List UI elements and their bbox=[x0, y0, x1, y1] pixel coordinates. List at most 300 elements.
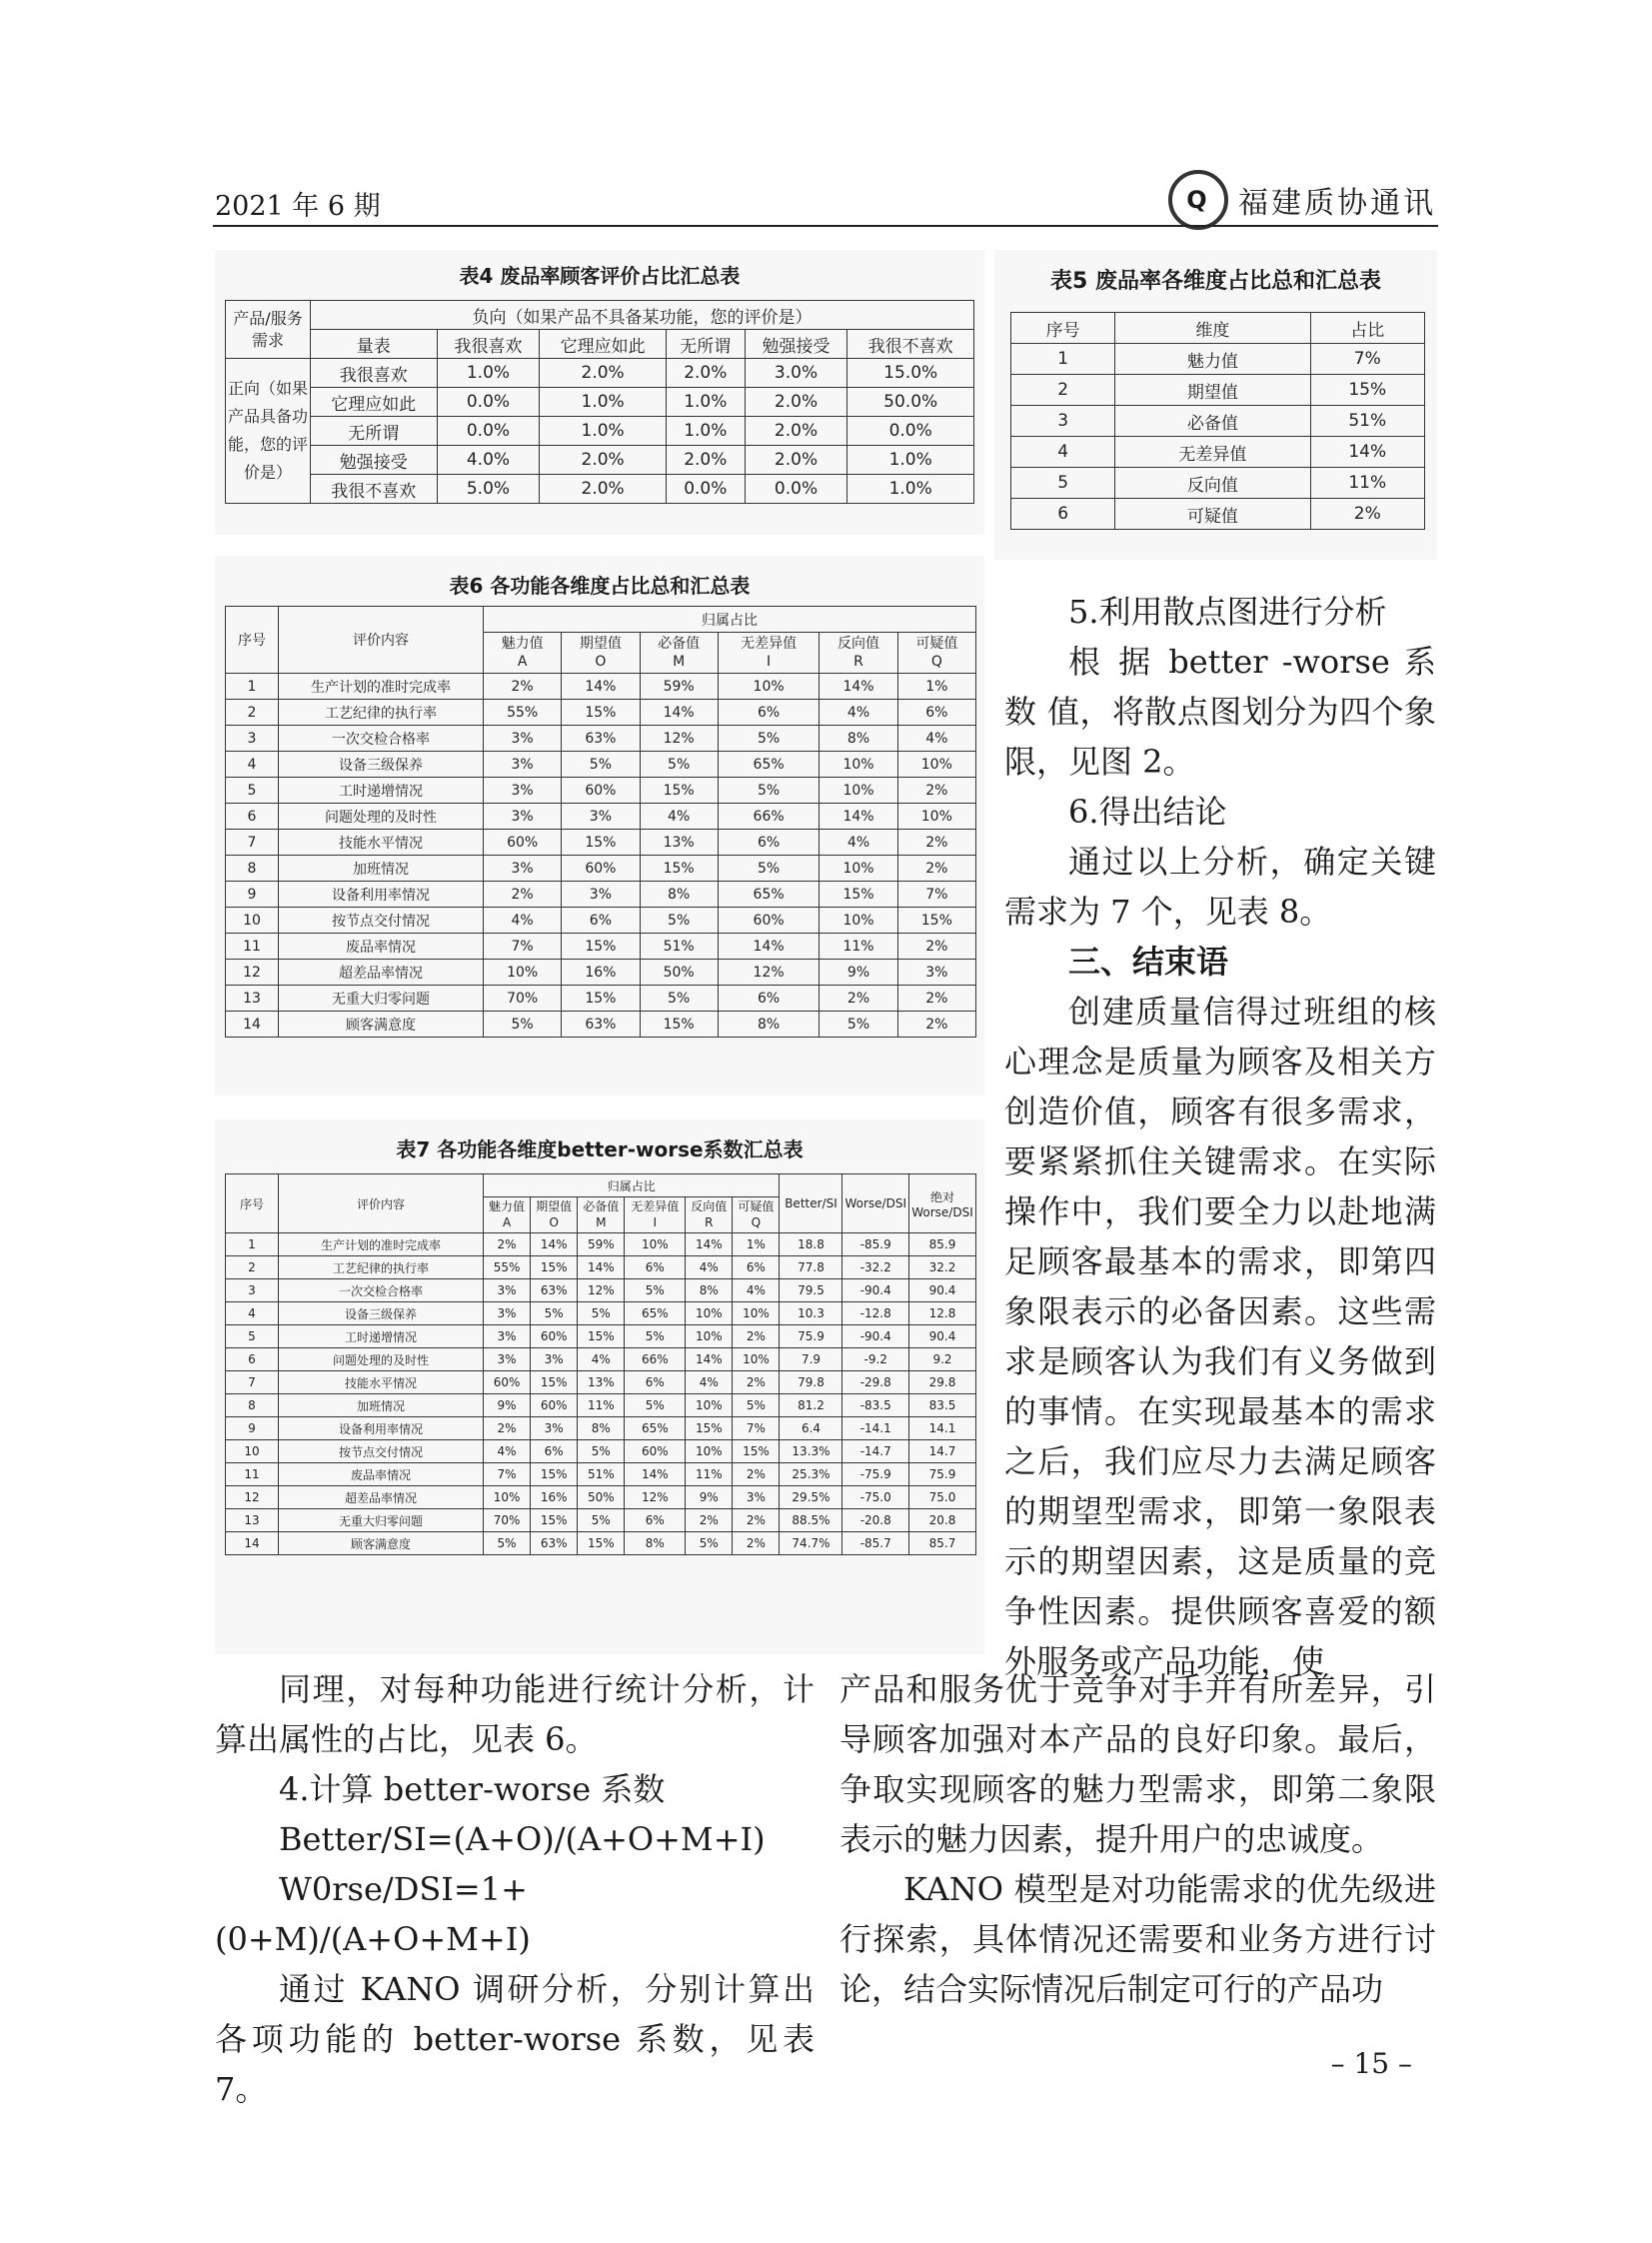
table-row bbox=[226, 1394, 976, 1417]
dimension-code: A bbox=[502, 1214, 512, 1229]
column-header: 序号 bbox=[226, 607, 279, 674]
table-row bbox=[226, 1440, 976, 1463]
table-cell: 2% bbox=[733, 1532, 780, 1555]
table-cell: 4% bbox=[686, 1256, 733, 1279]
table-row bbox=[226, 804, 976, 830]
table-cell: 8 bbox=[226, 1394, 279, 1417]
table-cell: 15% bbox=[562, 700, 640, 726]
table-cell: 1.0% bbox=[437, 359, 540, 388]
table-cell: -83.5 bbox=[842, 1394, 909, 1417]
table-cell: 0.0% bbox=[847, 417, 974, 446]
table-cell: 2% bbox=[484, 882, 562, 908]
table-cell: 3% bbox=[897, 960, 975, 986]
table-cell: 5 bbox=[226, 778, 279, 804]
table-cell: 12.8 bbox=[909, 1302, 976, 1325]
table-cell: 3% bbox=[484, 752, 562, 778]
dimension-code: A bbox=[517, 654, 528, 671]
table-cell: 设备三级保养 bbox=[279, 752, 484, 778]
table-cell: 12% bbox=[578, 1279, 625, 1302]
table-cell: 51% bbox=[578, 1463, 625, 1486]
table-cell: 10% bbox=[897, 752, 975, 778]
table-cell: 7 bbox=[226, 830, 279, 856]
table-cell: 8% bbox=[686, 1279, 733, 1302]
table-cell: 顾客满意度 bbox=[279, 1532, 484, 1555]
table-cell: 2.0% bbox=[540, 475, 667, 504]
table-cell: 90.4 bbox=[909, 1325, 976, 1348]
table-cell: 按节点交付情况 bbox=[279, 1440, 484, 1463]
dimension-code: I bbox=[767, 654, 772, 671]
paragraph: 通过 KANO 调研分析，分别计算出各项功能的 better-worse 系数，见表 7。 bbox=[215, 1970, 815, 2108]
column-header: 我很不喜欢 bbox=[847, 330, 974, 359]
table-cell: 12% bbox=[625, 1486, 686, 1509]
table-cell: 85.9 bbox=[909, 1233, 976, 1256]
table-header-row bbox=[226, 607, 976, 633]
table-cell: 3% bbox=[484, 1279, 531, 1302]
table-cell: 3% bbox=[562, 882, 640, 908]
paragraph: KANO 模型是对功能需求的优先级进行探索，具体情况还需要和业务方进行讨论，结合实际情况后制定可行的产品功 bbox=[839, 1870, 1436, 2008]
table-cell: 0.0% bbox=[745, 475, 847, 504]
table-row bbox=[1011, 468, 1425, 499]
table-cell: 3% bbox=[562, 804, 640, 830]
table-cell: 2.0% bbox=[745, 417, 847, 446]
table-cell: 9 bbox=[226, 1417, 279, 1440]
dimension-code: M bbox=[673, 654, 686, 671]
table-cell: 10.3 bbox=[780, 1302, 842, 1325]
table-cell: 12 bbox=[226, 960, 279, 986]
table-cell: 我很喜欢 bbox=[311, 359, 438, 388]
table7-caption: 表7 各功能各维度better-worse系数汇总表 bbox=[396, 1137, 804, 1161]
table-cell: 63% bbox=[562, 1012, 640, 1038]
table-cell: 一次交检合格率 bbox=[279, 1279, 484, 1302]
column-header: 序号 bbox=[1011, 313, 1115, 344]
table-cell: 5% bbox=[578, 1509, 625, 1532]
table-cell: 14% bbox=[625, 1463, 686, 1486]
table-cell: 2 bbox=[226, 700, 279, 726]
table-row bbox=[226, 752, 976, 778]
dimension-name: 反向值 bbox=[837, 636, 880, 652]
table-cell: 6% bbox=[718, 830, 820, 856]
paragraph: 根 据 better -worse 系 数 值，将散点图划分为四个象限，见图 2。 bbox=[1004, 643, 1436, 781]
table-cell: 5% bbox=[640, 908, 718, 934]
table-cell: 无重大归零问题 bbox=[279, 986, 484, 1012]
table-cell: 2% bbox=[897, 830, 975, 856]
table-cell: 废品率情况 bbox=[279, 1463, 484, 1486]
dimension-header bbox=[820, 633, 897, 674]
table-row bbox=[1011, 499, 1425, 530]
table-row bbox=[226, 1348, 976, 1371]
table-row bbox=[1011, 375, 1425, 406]
table-cell: 顾客满意度 bbox=[279, 1012, 484, 1038]
formula-better: Better/SI=(A+O)/(A+O+M+I) bbox=[279, 1820, 766, 1858]
dimension-header bbox=[625, 1197, 686, 1233]
table-row bbox=[226, 1256, 976, 1279]
table-cell: 3% bbox=[484, 856, 562, 882]
section-heading-5: 5.利用散点图进行分析 bbox=[1068, 593, 1387, 631]
dimension-header bbox=[484, 633, 562, 674]
table-cell: 10% bbox=[733, 1348, 780, 1371]
table-cell: 7% bbox=[897, 882, 975, 908]
table-cell: 11% bbox=[1310, 468, 1424, 499]
table-cell: 14.7 bbox=[909, 1440, 976, 1463]
table-cell: 66% bbox=[625, 1348, 686, 1371]
table-cell: 14% bbox=[686, 1233, 733, 1256]
dimension-code: Q bbox=[751, 1214, 762, 1229]
table-cell: 10% bbox=[820, 752, 897, 778]
table-cell: 2.0% bbox=[666, 359, 745, 388]
table-cell: 2% bbox=[897, 934, 975, 960]
table-cell: 2% bbox=[820, 986, 897, 1012]
table-cell: 14.1 bbox=[909, 1417, 976, 1440]
table-cell: 90.4 bbox=[909, 1279, 976, 1302]
table-cell: 29.5% bbox=[780, 1486, 842, 1509]
section-heading-6: 6.得出结论 bbox=[1068, 793, 1227, 831]
table-cell: 10 bbox=[226, 1440, 279, 1463]
table-cell: 9% bbox=[686, 1486, 733, 1509]
table-cell: 1% bbox=[733, 1233, 780, 1256]
column-header: Better/SI bbox=[780, 1174, 842, 1233]
table-row bbox=[1011, 406, 1425, 437]
table-cell: 无重大归零问题 bbox=[279, 1509, 484, 1532]
table-cell: 85.7 bbox=[909, 1532, 976, 1555]
table-cell: 15% bbox=[640, 856, 718, 882]
table-cell: 50.0% bbox=[847, 388, 974, 417]
table-cell: 63% bbox=[531, 1279, 578, 1302]
table-cell: 15% bbox=[562, 934, 640, 960]
table-cell: 14% bbox=[578, 1256, 625, 1279]
table-cell: 10% bbox=[686, 1325, 733, 1348]
table-cell: 10% bbox=[733, 1302, 780, 1325]
table-cell: 一次交检合格率 bbox=[279, 726, 484, 752]
table-cell: 14% bbox=[820, 674, 897, 700]
table-cell: 65% bbox=[625, 1417, 686, 1440]
paragraph: 产品和服务优于竞争对手并有所差异，引导顾客加强对本产品的良好印象。最后，争取实现顾客的魅力型需求，即第二象限表示的魅力因素，提升用户的忠诚度。 bbox=[839, 1670, 1436, 1858]
table-cell: 74.7% bbox=[780, 1532, 842, 1555]
table-cell: 5% bbox=[625, 1325, 686, 1348]
table-row bbox=[226, 674, 976, 700]
table-cell: 3% bbox=[484, 1348, 531, 1371]
table-cell: 2% bbox=[484, 674, 562, 700]
dimension-name: 反向值 bbox=[691, 1199, 728, 1213]
table-cell: 5 bbox=[226, 1325, 279, 1348]
table-cell: 2% bbox=[733, 1463, 780, 1486]
table-cell: 3% bbox=[484, 1302, 531, 1325]
table-cell: -90.4 bbox=[842, 1325, 909, 1348]
table-cell: 3% bbox=[484, 1325, 531, 1348]
column-header: 无所谓 bbox=[666, 330, 745, 359]
table-cell: 15% bbox=[531, 1509, 578, 1532]
table-cell: 7% bbox=[733, 1417, 780, 1440]
table-cell: 60% bbox=[562, 856, 640, 882]
table-row bbox=[226, 1012, 976, 1038]
table6-block bbox=[215, 556, 984, 1096]
column-header: 勉强接受 bbox=[745, 330, 847, 359]
column-header: 评价内容 bbox=[279, 607, 484, 674]
table-cell: 2% bbox=[897, 856, 975, 882]
table-cell: 2.0% bbox=[540, 359, 667, 388]
table-cell: 10% bbox=[484, 1486, 531, 1509]
dimension-header bbox=[562, 633, 640, 674]
table-cell: 生产计划的准时完成率 bbox=[279, 1233, 484, 1256]
table-cell: 4% bbox=[733, 1279, 780, 1302]
table-cell: 2% bbox=[484, 1233, 531, 1256]
table-cell: 5% bbox=[625, 1279, 686, 1302]
table-cell: 2% bbox=[1310, 499, 1424, 530]
table-row bbox=[226, 359, 974, 388]
table-cell: 32.2 bbox=[909, 1256, 976, 1279]
table-cell: 5% bbox=[531, 1302, 578, 1325]
table5-block bbox=[994, 250, 1437, 560]
table-row bbox=[226, 388, 974, 417]
table-row bbox=[226, 882, 976, 908]
table-cell: 60% bbox=[484, 1371, 531, 1394]
table-cell: -75.0 bbox=[842, 1486, 909, 1509]
table-cell: 6% bbox=[625, 1371, 686, 1394]
column-header: 维度 bbox=[1115, 313, 1310, 344]
dimension-header bbox=[718, 633, 820, 674]
table-cell: 超差品率情况 bbox=[279, 1486, 484, 1509]
table-cell: 3% bbox=[733, 1486, 780, 1509]
paragraph: 创建质量信得过班组的核心理念是质量为顾客及相关方创造价值，顾客有很多需求，要紧紧抓住关键需求。在实际操作中，我们要全力以赴地满足顾客最基本的需求，即第四象限表示的必备因素。这些需求是顾客认为我们有义务做到的事情。在实现最基本的需求之后，我们应尽力去满足顾客的期望型需求，即第一象限表示的期望因素，这是质量的竞争性因素。提供顾客喜爱的额外服务或产品功能，使 bbox=[1004, 993, 1436, 1680]
table-cell: 59% bbox=[578, 1233, 625, 1256]
table-cell: 10 bbox=[226, 908, 279, 934]
table-cell: 1.0% bbox=[666, 417, 745, 446]
table-cell: 2% bbox=[686, 1509, 733, 1532]
table-cell: 8% bbox=[640, 882, 718, 908]
table-cell: 5% bbox=[640, 752, 718, 778]
table-cell: 6% bbox=[718, 986, 820, 1012]
table-cell: 13% bbox=[640, 830, 718, 856]
table-cell: 5 bbox=[1011, 468, 1115, 499]
table5-caption: 表5 废品率各维度占比总和汇总表 bbox=[1050, 269, 1381, 294]
column-header: 它理应如此 bbox=[540, 330, 667, 359]
table-cell: 4% bbox=[640, 804, 718, 830]
table-cell: 5% bbox=[718, 856, 820, 882]
table-cell: 75.0 bbox=[909, 1486, 976, 1509]
dimension-code: O bbox=[549, 1214, 559, 1229]
table-cell: 60% bbox=[718, 908, 820, 934]
table-cell: -9.2 bbox=[842, 1348, 909, 1371]
table-cell: 15% bbox=[640, 1012, 718, 1038]
table-cell: 14% bbox=[640, 700, 718, 726]
table-cell: 11% bbox=[820, 934, 897, 960]
table-cell: 65% bbox=[718, 882, 820, 908]
positive-header: 正向（如果产品具备功能，您的评价是） bbox=[226, 359, 311, 504]
table-cell: 10% bbox=[686, 1394, 733, 1417]
table-cell: 技能水平情况 bbox=[279, 1371, 484, 1394]
table-cell: 77.8 bbox=[780, 1256, 842, 1279]
table-cell: 63% bbox=[531, 1532, 578, 1555]
table-row bbox=[226, 830, 976, 856]
table-cell: 4% bbox=[578, 1348, 625, 1371]
table-cell: 83.5 bbox=[909, 1394, 976, 1417]
table-cell: 10% bbox=[820, 856, 897, 882]
column-header: 评价内容 bbox=[279, 1174, 484, 1233]
table-row bbox=[1011, 344, 1425, 375]
table-cell: 6% bbox=[733, 1256, 780, 1279]
dimension-name: 可疑值 bbox=[915, 636, 958, 652]
table-cell: 25.3% bbox=[780, 1463, 842, 1486]
table-cell: -20.8 bbox=[842, 1509, 909, 1532]
table-cell: 29.8 bbox=[909, 1371, 976, 1394]
table-cell: 它理应如此 bbox=[311, 388, 438, 417]
table-cell: 工时递增情况 bbox=[279, 778, 484, 804]
table-cell: 15% bbox=[562, 830, 640, 856]
table-cell: 10% bbox=[820, 778, 897, 804]
column-header: 量表 bbox=[311, 330, 438, 359]
table-cell: 设备三级保养 bbox=[279, 1302, 484, 1325]
table-cell: 4.0% bbox=[437, 446, 540, 475]
table-cell: 0.0% bbox=[437, 388, 540, 417]
table-cell: 60% bbox=[562, 778, 640, 804]
table-cell: 超差品率情况 bbox=[279, 960, 484, 986]
column-header: Worse/DSI bbox=[842, 1174, 909, 1233]
table-cell: 60% bbox=[531, 1325, 578, 1348]
table-cell: 1% bbox=[897, 674, 975, 700]
table-cell: 问题处理的及时性 bbox=[279, 1348, 484, 1371]
table-cell: 60% bbox=[625, 1440, 686, 1463]
table-cell: 18.8 bbox=[780, 1233, 842, 1256]
table-cell: 6% bbox=[531, 1440, 578, 1463]
table-row bbox=[226, 1532, 976, 1555]
negative-header: 负向（如果产品不具备某功能，您的评价是） bbox=[311, 301, 974, 330]
group-header: 归属占比 bbox=[484, 1174, 780, 1197]
table-cell: 59% bbox=[640, 674, 718, 700]
table6-caption: 表6 各功能各维度占比总和汇总表 bbox=[449, 574, 751, 598]
table-cell: 12% bbox=[640, 726, 718, 752]
table-row bbox=[226, 934, 976, 960]
table-cell: 55% bbox=[484, 700, 562, 726]
table-cell: 9 bbox=[226, 882, 279, 908]
table-cell: 66% bbox=[718, 804, 820, 830]
table-cell: 5% bbox=[718, 726, 820, 752]
table-cell: 75.9 bbox=[909, 1463, 976, 1486]
table-header-row bbox=[1011, 313, 1425, 344]
table-cell: 10% bbox=[625, 1233, 686, 1256]
table-cell: -75.9 bbox=[842, 1463, 909, 1486]
table-cell: 15% bbox=[1310, 375, 1424, 406]
dimension-name: 魅力值 bbox=[501, 636, 544, 652]
table-cell: 6.4 bbox=[780, 1417, 842, 1440]
table-row bbox=[226, 475, 974, 504]
table-cell: 工艺纪律的执行率 bbox=[279, 1256, 484, 1279]
table-cell: 2% bbox=[897, 986, 975, 1012]
table-cell: 15% bbox=[820, 882, 897, 908]
table-cell: 15% bbox=[578, 1325, 625, 1348]
table-cell: 3% bbox=[484, 778, 562, 804]
table-cell: 8 bbox=[226, 856, 279, 882]
table-cell: 8% bbox=[578, 1417, 625, 1440]
table-cell: 6 bbox=[226, 1348, 279, 1371]
table-cell: 6% bbox=[625, 1256, 686, 1279]
table-row bbox=[226, 446, 974, 475]
table-cell: 9% bbox=[820, 960, 897, 986]
table-cell: 3% bbox=[531, 1417, 578, 1440]
table-cell: 2.0% bbox=[745, 446, 847, 475]
column-header: 序号 bbox=[226, 1174, 279, 1233]
table-row bbox=[226, 960, 976, 986]
table-cell: 7.9 bbox=[780, 1348, 842, 1371]
table-cell: 必备值 bbox=[1115, 406, 1310, 437]
table7-block bbox=[215, 1120, 984, 1654]
section-heading-4: 4.计算 better-worse 系数 bbox=[279, 1770, 666, 1808]
dimension-code: R bbox=[705, 1214, 714, 1229]
dimension-header bbox=[484, 1197, 531, 1233]
table-cell: 1 bbox=[1011, 344, 1115, 375]
column-header: 占比 bbox=[1310, 313, 1424, 344]
table-cell: 技能水平情况 bbox=[279, 830, 484, 856]
table-cell: 6 bbox=[1011, 499, 1115, 530]
table-cell: 15% bbox=[640, 778, 718, 804]
table-cell: 5% bbox=[820, 1012, 897, 1038]
table-cell: 6% bbox=[718, 700, 820, 726]
table-cell: 5% bbox=[484, 1532, 531, 1555]
table-cell: 6% bbox=[897, 700, 975, 726]
journal-header bbox=[1168, 170, 1436, 230]
right-bottom-text bbox=[839, 1664, 1436, 2014]
paragraph: 同理，对每种功能进行统计分析，计算出属性的占比，见表 6。 bbox=[215, 1670, 815, 1758]
page-number: – 15 – bbox=[1330, 2047, 1412, 2080]
table-cell: 14% bbox=[820, 804, 897, 830]
table-cell: 7 bbox=[226, 1371, 279, 1394]
table-cell: 无所谓 bbox=[311, 417, 438, 446]
table-row bbox=[226, 417, 974, 446]
dimension-code: R bbox=[853, 654, 863, 671]
table-cell: 7% bbox=[484, 934, 562, 960]
table-cell: 4 bbox=[226, 752, 279, 778]
table-cell: 2% bbox=[897, 778, 975, 804]
table-cell: -32.2 bbox=[842, 1256, 909, 1279]
header-divider bbox=[213, 225, 1438, 227]
dimension-name: 期望值 bbox=[536, 1199, 573, 1213]
table-cell: 设备利用率情况 bbox=[279, 1417, 484, 1440]
table-cell: 废品率情况 bbox=[279, 934, 484, 960]
table-cell: 4% bbox=[484, 908, 562, 934]
table-cell: 2.0% bbox=[745, 388, 847, 417]
table-cell: 2.0% bbox=[540, 446, 667, 475]
table-cell: -90.4 bbox=[842, 1279, 909, 1302]
table-cell: 16% bbox=[531, 1486, 578, 1509]
journal-title: 福建质协通讯 bbox=[1238, 186, 1436, 221]
table-cell: 4% bbox=[686, 1371, 733, 1394]
table-cell: 2% bbox=[897, 1012, 975, 1038]
dimension-name: 必备值 bbox=[583, 1199, 620, 1213]
table-cell: 12 bbox=[226, 1486, 279, 1509]
table-cell: 13 bbox=[226, 1509, 279, 1532]
dimension-name: 魅力值 bbox=[489, 1199, 526, 1213]
table-cell: 1.0% bbox=[847, 475, 974, 504]
table-cell: 3% bbox=[484, 804, 562, 830]
table-cell: 50% bbox=[578, 1486, 625, 1509]
dimension-header bbox=[531, 1197, 578, 1233]
table-row bbox=[226, 778, 976, 804]
table-cell: 88.5% bbox=[780, 1509, 842, 1532]
table-cell: 5% bbox=[686, 1532, 733, 1555]
table-row bbox=[226, 1325, 976, 1348]
table-cell: 0.0% bbox=[437, 417, 540, 446]
table-cell: 9% bbox=[484, 1394, 531, 1417]
table7 bbox=[225, 1173, 976, 1555]
table-row bbox=[226, 1417, 976, 1440]
table-cell: 10% bbox=[484, 960, 562, 986]
table-cell: 13 bbox=[226, 986, 279, 1012]
dimension-header bbox=[733, 1197, 780, 1233]
dimension-header bbox=[686, 1197, 733, 1233]
dimension-header bbox=[640, 633, 718, 674]
table-cell: 65% bbox=[718, 752, 820, 778]
table-cell: 5% bbox=[640, 986, 718, 1012]
table-cell: 4 bbox=[1011, 437, 1115, 468]
table-row bbox=[226, 1279, 976, 1302]
